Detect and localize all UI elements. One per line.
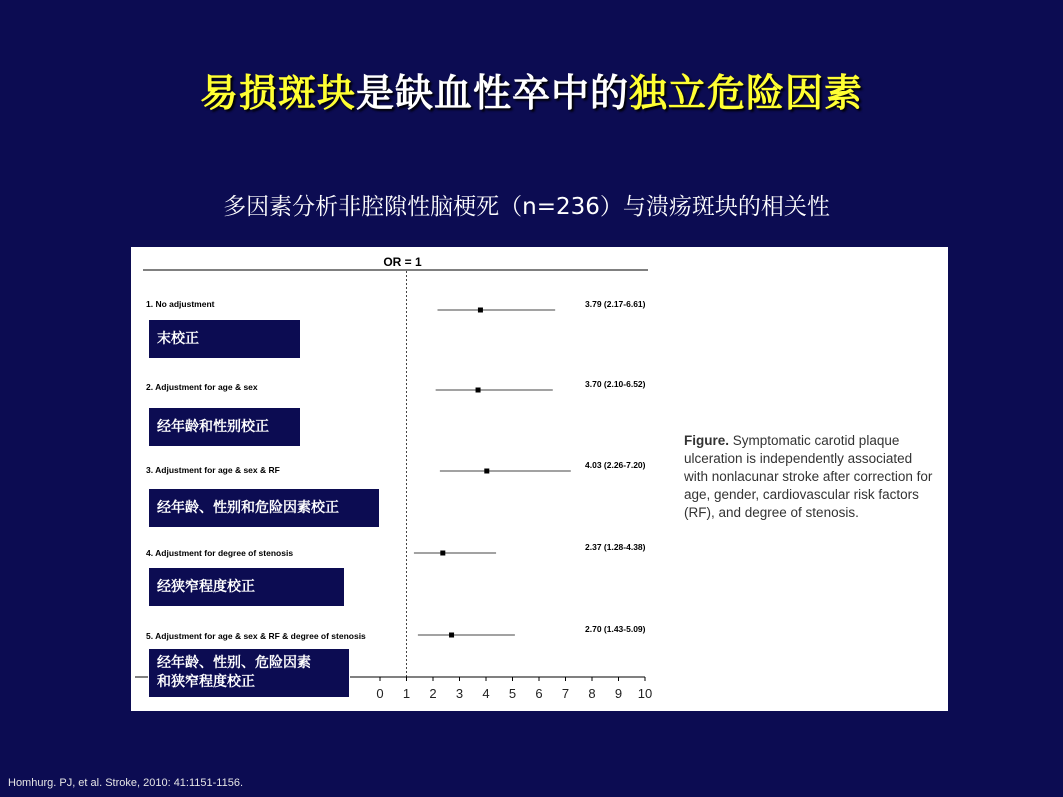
row-label-3: 3. Adjustment for age & sex & RF: [146, 465, 280, 475]
x-tick-label-5: 5: [508, 686, 517, 701]
overlay-label-3: 经年龄、性别和危险因素校正: [148, 488, 380, 528]
row-label-1: 1. No adjustment: [146, 299, 215, 309]
x-tick-label-9: 9: [614, 686, 623, 701]
x-tick-label-0: 0: [376, 686, 384, 701]
point-estimate-5: [449, 633, 454, 638]
row-label-5: 5. Adjustment for age & sex & RF & degree of stenosis: [146, 631, 366, 641]
caption-text: Symptomatic carotid plaque ulceration is independently associated with nonlacunar stroke after correction for age, gender, cardiovascular risk factors (RF), and degree of stenosis.: [684, 433, 933, 520]
x-tick-label-3: 3: [455, 686, 464, 701]
point-estimate-3: [484, 469, 489, 474]
citation: Homhurg. PJ, et al. Stroke, 2010: 41:1151-1156.: [8, 777, 244, 789]
row-label-2: 2. Adjustment for age & sex: [146, 382, 258, 392]
row-label-4: 4. Adjustment for degree of stenosis: [146, 548, 294, 558]
figure-caption: [684, 432, 939, 522]
caption-bold: Figure.: [684, 433, 730, 448]
x-tick-label-7: 7: [561, 686, 570, 701]
x-tick-label-8: 8: [588, 686, 596, 701]
point-estimate-4: [440, 551, 445, 556]
x-tick-label-2: 2: [429, 686, 437, 701]
x-tick-label-6: 6: [535, 686, 543, 701]
figure-panel: [131, 247, 948, 711]
x-tick-label-10: 10: [637, 686, 653, 701]
or-value-1: 3.79 (2.17-6.61): [585, 299, 646, 309]
or-value-3: 4.03 (2.26-7.20): [585, 460, 646, 470]
slide-subtitle: 多因素分析非腔隙性脑梗死（n=236）与溃疡斑块的相关性: [223, 194, 830, 220]
overlay-label-1: 末校正: [148, 319, 301, 359]
title-middle: 是缺血性卒中的: [355, 71, 629, 115]
x-tick-label-4: 4: [482, 686, 490, 701]
or-value-2: 3.70 (2.10-6.52): [585, 379, 646, 389]
overlay-label-2: 经年龄和性别校正: [148, 407, 301, 447]
reference-label: OR = 1: [383, 255, 422, 269]
or-value-5: 2.70 (1.43-5.09): [585, 624, 646, 634]
or-value-4: 2.37 (1.28-4.38): [585, 542, 646, 552]
x-tick-label-1: 1: [402, 686, 411, 701]
slide-title: [0, 62, 1063, 117]
point-estimate-2: [476, 388, 481, 393]
overlay-label-5: 经年龄、性别、危险因素 和狭窄程度校正: [148, 648, 350, 698]
overlay-label-4: 经狭窄程度校正: [148, 567, 345, 607]
title-highlight-2: 独立危险因素: [629, 71, 864, 115]
point-estimate-1: [478, 308, 483, 313]
title-highlight-1: 易损斑块: [199, 71, 356, 115]
